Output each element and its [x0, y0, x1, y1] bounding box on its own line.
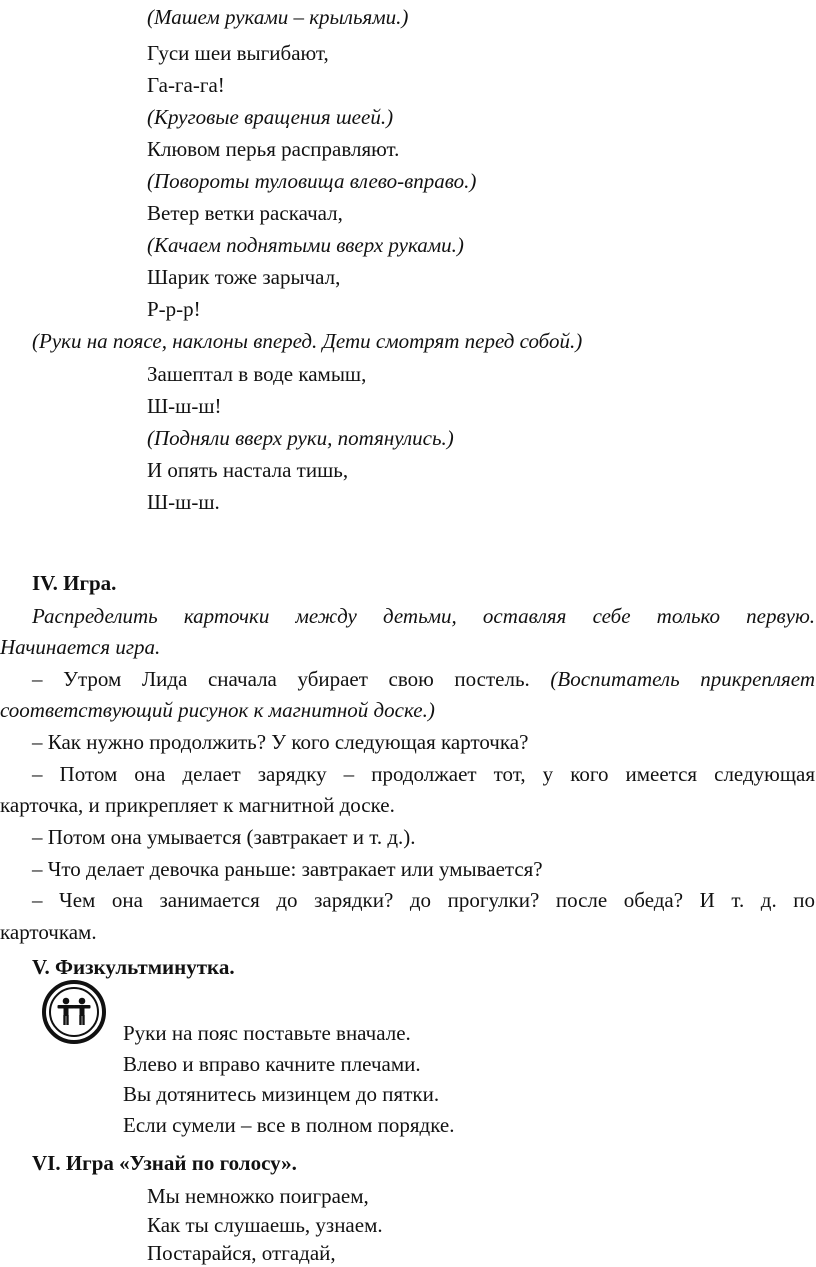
verse-line: Мы немножко поиграем, [147, 1184, 369, 1208]
poem-line: Ш-ш-ш. [147, 490, 220, 514]
poem-stage-direction: (Круговые вращения шеей.) [147, 105, 394, 129]
poem-line: И опять настала тишь, [147, 458, 349, 482]
verse-line: Если сумели – все в полном порядке. [123, 1113, 455, 1137]
poem-line: Гуси шеи выгибают, [147, 41, 329, 65]
verse-line: Как ты слушаешь, узнаем. [147, 1213, 383, 1237]
paragraph-line: Начинается игра. [0, 635, 161, 659]
verse-line: Постарайся, отгадай, [147, 1241, 336, 1265]
paragraph-line: – Чем она занимается до зарядки? до прогулки? после обеда? И т. д. по [32, 888, 815, 912]
poem-line: Ш-ш-ш! [147, 394, 222, 418]
exercise-figures-icon [41, 979, 107, 1045]
poem-stage-direction: (Машем руками – крыльями.) [147, 5, 409, 29]
verse-line: Руки на пояс поставьте вначале. [123, 1021, 411, 1045]
paragraph-line: соответствующий рисунок к магнитной доске.) [0, 698, 435, 722]
paragraph-line [0, 666, 815, 693]
paragraph-line: Распределить карточки между детьми, оставляя себе только первую. [32, 604, 815, 628]
paragraph-line: – Что делает девочка раньше: завтракает или умывается? [32, 857, 543, 881]
section-heading: VI. Игра «Узнай по голосу». [32, 1151, 297, 1175]
verse-line: Вы дотянитесь мизинцем до пятки. [123, 1082, 440, 1106]
poem-stage-direction: (Повороты туловища влево-вправо.) [147, 169, 477, 193]
poem-stage-direction: (Подняли вверх руки, потянулись.) [147, 426, 454, 450]
poem-line: Р-р-р! [147, 297, 201, 321]
paragraph-line: карточка, и прикрепляет к магнитной доске. [0, 793, 395, 817]
section-heading: IV. Игра. [32, 571, 117, 595]
poem-line: Клювом перья расправляют. [147, 137, 400, 161]
paragraph-line: – Потом она делает зарядку – продолжает тот, у кого имеется следующая [32, 762, 815, 786]
paragraph-line: карточкам. [0, 920, 97, 944]
poem-line: Зашептал в воде камыш, [147, 362, 367, 386]
section-heading: V. Физкультминутка. [32, 955, 235, 979]
paragraph-text-italic: (Воспитатель прикрепляет [550, 667, 816, 691]
verse-line: Влево и вправо качните плечами. [123, 1052, 421, 1076]
paragraph-text: – Утром Лида сначала убирает свою постель. [32, 667, 530, 691]
paragraph-line: – Как нужно продолжить? У кого следующая карточка? [32, 730, 529, 754]
poem-stage-direction: (Руки на поясе, наклоны вперед. Дети смотрят перед собой.) [32, 329, 583, 353]
paragraph-line: – Потом она умывается (завтракает и т. д.). [32, 825, 416, 849]
poem-line: Ветер ветки раскачал, [147, 201, 343, 225]
poem-line: Шарик тоже зарычал, [147, 265, 341, 289]
poem-line: Га-га-га! [147, 73, 225, 97]
poem-stage-direction: (Качаем поднятыми вверх руками.) [147, 233, 464, 257]
